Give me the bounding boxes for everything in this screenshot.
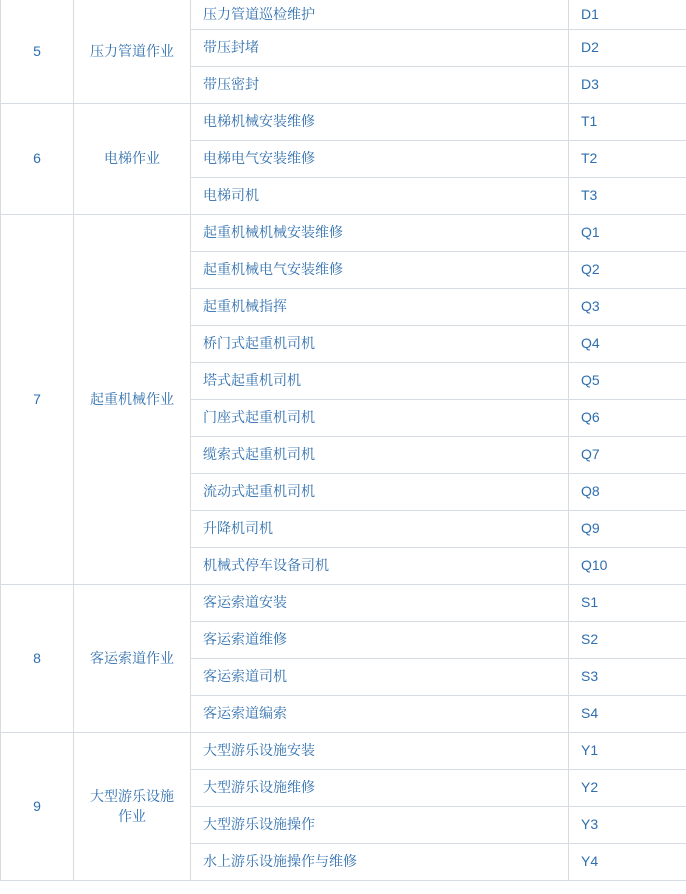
- operation-code-cell: S1: [569, 584, 686, 621]
- operation-item-cell: 电梯机械安装维修: [191, 103, 569, 140]
- operation-item-cell: 起重机械机械安装维修: [191, 214, 569, 251]
- operation-item-cell: 压力管道巡检维护: [191, 0, 569, 29]
- operation-code-cell: Q10: [569, 547, 686, 584]
- operation-code-cell: T1: [569, 103, 686, 140]
- operation-item-cell: 起重机械指挥: [191, 288, 569, 325]
- operation-item-cell: 电梯司机: [191, 177, 569, 214]
- operation-code-cell: Q5: [569, 362, 686, 399]
- operation-item-cell: 大型游乐设施维修: [191, 769, 569, 806]
- table-row: [1, 103, 686, 140]
- operation-item-cell: 带压封堵: [191, 29, 569, 66]
- table-body: [1, 0, 686, 880]
- operation-code-cell: Q3: [569, 288, 686, 325]
- table-row: [1, 214, 686, 251]
- category-cell: 客运索道作业: [74, 584, 191, 732]
- table-row: [1, 584, 686, 621]
- operation-item-cell: 流动式起重机司机: [191, 473, 569, 510]
- operation-item-cell: 水上游乐设施操作与维修: [191, 843, 569, 880]
- category-cell: 大型游乐设施作业: [74, 732, 191, 880]
- row-number-cell: 8: [1, 584, 74, 732]
- operation-code-cell: Q8: [569, 473, 686, 510]
- operation-code-cell: Q6: [569, 399, 686, 436]
- operation-item-cell: 带压密封: [191, 66, 569, 103]
- operation-code-cell: Y1: [569, 732, 686, 769]
- operation-item-cell: 缆索式起重机司机: [191, 436, 569, 473]
- operation-code-cell: T3: [569, 177, 686, 214]
- operation-code-cell: Q1: [569, 214, 686, 251]
- row-number-cell: 5: [1, 0, 74, 103]
- operation-code-cell: S2: [569, 621, 686, 658]
- operation-code-cell: Q9: [569, 510, 686, 547]
- operation-code-cell: Y4: [569, 843, 686, 880]
- row-number-cell: 6: [1, 103, 74, 214]
- operation-code-cell: Y3: [569, 806, 686, 843]
- operation-code-cell: D1: [569, 0, 686, 29]
- operation-item-cell: 起重机械电气安装维修: [191, 251, 569, 288]
- operation-code-cell: Q2: [569, 251, 686, 288]
- operation-code-cell: D2: [569, 29, 686, 66]
- category-cell: 电梯作业: [74, 103, 191, 214]
- operation-code-cell: S4: [569, 695, 686, 732]
- operation-code-cell: D3: [569, 66, 686, 103]
- category-cell: 起重机械作业: [74, 214, 191, 584]
- table-row: [1, 732, 686, 769]
- operation-item-cell: 门座式起重机司机: [191, 399, 569, 436]
- row-number-cell: 9: [1, 732, 74, 880]
- operation-item-cell: 大型游乐设施操作: [191, 806, 569, 843]
- operation-item-cell: 大型游乐设施安装: [191, 732, 569, 769]
- operation-item-cell: 桥门式起重机司机: [191, 325, 569, 362]
- operation-code-cell: T2: [569, 140, 686, 177]
- operation-code-cell: S3: [569, 658, 686, 695]
- operation-item-cell: 客运索道维修: [191, 621, 569, 658]
- operation-item-cell: 客运索道编索: [191, 695, 569, 732]
- category-cell: 压力管道作业: [74, 0, 191, 103]
- operation-code-cell: Y2: [569, 769, 686, 806]
- operation-code-cell: Q4: [569, 325, 686, 362]
- row-number-cell: 7: [1, 214, 74, 584]
- operation-item-cell: 电梯电气安装维修: [191, 140, 569, 177]
- operation-item-cell: 塔式起重机司机: [191, 362, 569, 399]
- operation-item-cell: 客运索道安装: [191, 584, 569, 621]
- operation-item-cell: 机械式停车设备司机: [191, 547, 569, 584]
- operation-code-cell: Q7: [569, 436, 686, 473]
- operation-item-cell: 升降机司机: [191, 510, 569, 547]
- operation-item-cell: 客运索道司机: [191, 658, 569, 695]
- table-row: [1, 0, 686, 29]
